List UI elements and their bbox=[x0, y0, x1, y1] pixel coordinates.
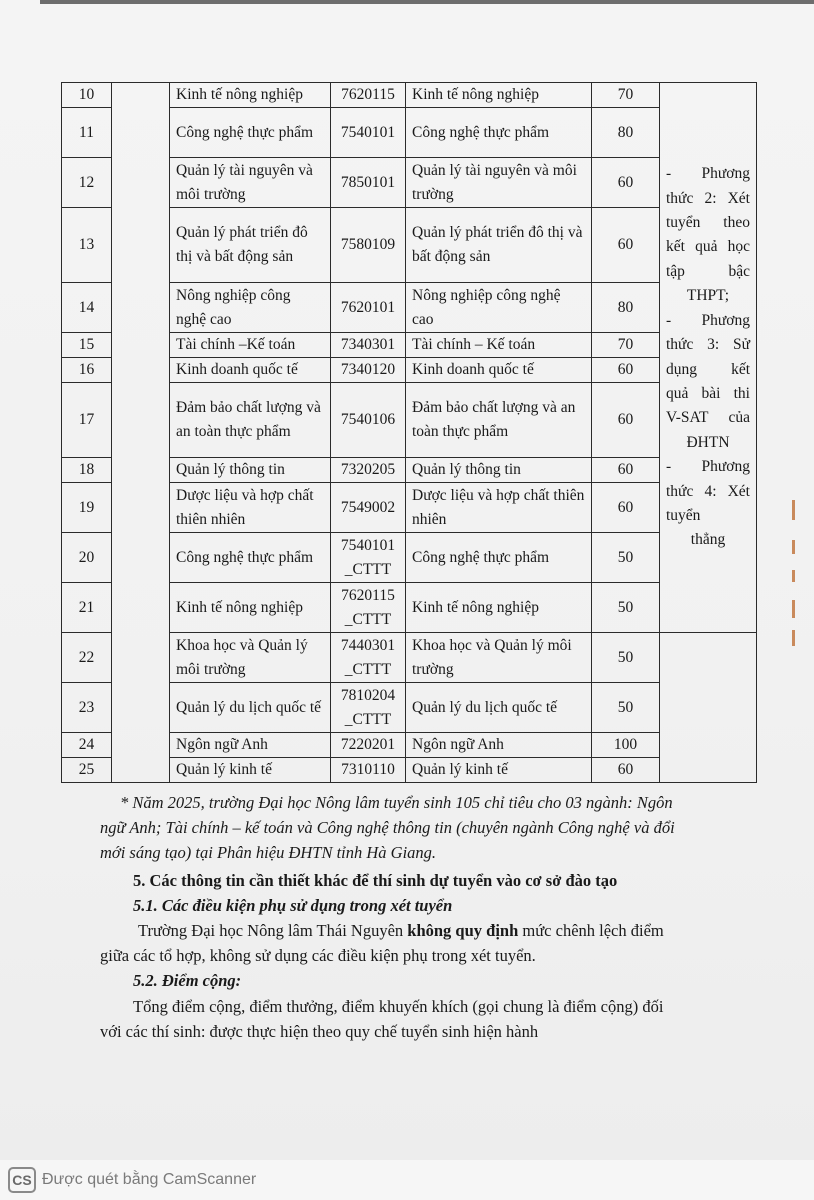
row-number-cell: 19 bbox=[62, 483, 112, 533]
quota-cell: 60 bbox=[592, 208, 660, 283]
camscanner-logo-icon: CS bbox=[8, 1167, 36, 1193]
major-name-cell: Nông nghiệp công nghệ cao bbox=[406, 283, 592, 333]
major-name-cell: Tài chính – Kế toán bbox=[406, 333, 592, 358]
binding-mark bbox=[792, 500, 802, 650]
method-line: thức 4: Xét bbox=[666, 482, 750, 500]
major-cell: Kinh doanh quốc tế bbox=[170, 358, 331, 383]
row-number-cell: 18 bbox=[62, 458, 112, 483]
major-name-cell: Quản lý thông tin bbox=[406, 458, 592, 483]
major-name-cell: Khoa học và Quản lý môi trường bbox=[406, 633, 592, 683]
major-name-cell: Quản lý kinh tế bbox=[406, 758, 592, 783]
major-code-cell: 7540101 _CTTT bbox=[331, 533, 406, 583]
major-name-cell: Kinh doanh quốc tế bbox=[406, 358, 592, 383]
quota-cell: 80 bbox=[592, 108, 660, 158]
section-5-2-paragraph bbox=[100, 994, 790, 1044]
quota-cell: 60 bbox=[592, 458, 660, 483]
row-number-cell: 15 bbox=[62, 333, 112, 358]
major-code-cell: 7580109 bbox=[331, 208, 406, 283]
method-line: thức 2: Xét bbox=[666, 189, 750, 207]
scanner-footer bbox=[0, 1160, 814, 1200]
method-line: - Phương bbox=[666, 458, 750, 476]
major-cell: Nông nghiệp công nghệ cao bbox=[170, 283, 331, 333]
major-code-cell: 7620115 bbox=[331, 83, 406, 108]
empty-method-cell bbox=[660, 633, 757, 783]
major-code-cell: 7620115 _CTTT bbox=[331, 583, 406, 633]
method-line: tuyển bbox=[666, 506, 701, 524]
major-cell: Đảm bảo chất lượng và an toàn thực phẩm bbox=[170, 383, 331, 458]
quota-cell: 70 bbox=[592, 333, 660, 358]
quota-cell: 60 bbox=[592, 758, 660, 783]
row-number-cell: 13 bbox=[62, 208, 112, 283]
major-code-cell: 7220201 bbox=[331, 733, 406, 758]
major-name-cell: Dược liệu và hợp chất thiên nhiên bbox=[406, 483, 592, 533]
admission-method-cell bbox=[660, 83, 757, 633]
quota-cell: 50 bbox=[592, 533, 660, 583]
row-number-cell: 23 bbox=[62, 683, 112, 733]
method-line: tuyển theo bbox=[666, 214, 750, 232]
quota-cell: 50 bbox=[592, 683, 660, 733]
paragraph-text: Trường Đại học Nông lâm Thái Nguyên bbox=[138, 921, 408, 940]
major-name-cell: Công nghệ thực phẩm bbox=[406, 108, 592, 158]
major-code-cell: 7320205 bbox=[331, 458, 406, 483]
major-name-cell: Ngôn ngữ Anh bbox=[406, 733, 592, 758]
major-cell: Quản lý kinh tế bbox=[170, 758, 331, 783]
major-name-cell: Công nghệ thực phẩm bbox=[406, 533, 592, 583]
row-number-cell: 16 bbox=[62, 358, 112, 383]
quota-cell: 70 bbox=[592, 83, 660, 108]
group-blank-cell bbox=[112, 83, 170, 783]
method-line: kết quả học bbox=[666, 238, 750, 256]
quota-cell: 100 bbox=[592, 733, 660, 758]
major-code-cell: 7340120 bbox=[331, 358, 406, 383]
row-number-cell: 25 bbox=[62, 758, 112, 783]
quota-cell: 80 bbox=[592, 283, 660, 333]
row-number-cell: 11 bbox=[62, 108, 112, 158]
quota-cell: 60 bbox=[592, 483, 660, 533]
major-cell: Kinh tế nông nghiệp bbox=[170, 83, 331, 108]
admissions-table bbox=[61, 82, 757, 783]
row-number-cell: 17 bbox=[62, 383, 112, 458]
major-name-cell: Kinh tế nông nghiệp bbox=[406, 583, 592, 633]
row-number-cell: 21 bbox=[62, 583, 112, 633]
major-cell: Quản lý phát triển đô thị và bất động sản bbox=[170, 208, 331, 283]
scanner-footer-text: Được quét bằng CamScanner bbox=[42, 1171, 257, 1188]
section-5-heading: 5. Các thông tin cần thiết khác để thí sinh dự tuyển vào cơ sở đào tạo bbox=[133, 871, 618, 890]
section-5-2-heading: 5.2. Điểm cộng: bbox=[133, 971, 242, 990]
section-5-1-heading: 5.1. Các điều kiện phụ sử dụng trong xét tuyển bbox=[133, 896, 453, 915]
row-number-cell: 12 bbox=[62, 158, 112, 208]
page-top-edge bbox=[40, 0, 814, 4]
row-number-cell: 20 bbox=[62, 533, 112, 583]
row-number-cell: 22 bbox=[62, 633, 112, 683]
method-line: ĐHTN bbox=[686, 433, 730, 451]
paragraph-text: với các thí sinh: được thực hiện theo quy chế tuyển sinh hiện hành bbox=[100, 1022, 539, 1041]
row-number-cell: 24 bbox=[62, 733, 112, 758]
footnote bbox=[100, 790, 790, 865]
quota-cell: 60 bbox=[592, 383, 660, 458]
method-line: - Phương bbox=[666, 311, 750, 329]
major-name-cell: Đảm bảo chất lượng và an toàn thực phẩm bbox=[406, 383, 592, 458]
major-code-cell: 7540106 bbox=[331, 383, 406, 458]
major-cell: Quản lý tài nguyên và môi trường bbox=[170, 158, 331, 208]
major-code-cell: 7549002 bbox=[331, 483, 406, 533]
row-number-cell: 14 bbox=[62, 283, 112, 333]
major-code-cell: 7810204 _CTTT bbox=[331, 683, 406, 733]
quota-cell: 50 bbox=[592, 633, 660, 683]
major-cell: Ngôn ngữ Anh bbox=[170, 733, 331, 758]
method-line: V-SAT của bbox=[666, 409, 750, 427]
major-name-cell: Quản lý tài nguyên và môi trường bbox=[406, 158, 592, 208]
major-cell: Quản lý du lịch quốc tế bbox=[170, 683, 331, 733]
major-name-cell: Kinh tế nông nghiệp bbox=[406, 83, 592, 108]
footnote-line: mới sáng tạo) tại Phân hiệu ĐHTN tỉnh Hà Giang. bbox=[100, 843, 437, 862]
major-name-cell: Quản lý du lịch quốc tế bbox=[406, 683, 592, 733]
major-code-cell: 7440301 _CTTT bbox=[331, 633, 406, 683]
quota-cell: 50 bbox=[592, 583, 660, 633]
major-code-cell: 7340301 bbox=[331, 333, 406, 358]
major-cell: Dược liệu và hợp chất thiên nhiên bbox=[170, 483, 331, 533]
major-code-cell: 7540101 bbox=[331, 108, 406, 158]
major-code-cell: 7850101 bbox=[331, 158, 406, 208]
major-code-cell: 7310110 bbox=[331, 758, 406, 783]
major-cell: Quản lý thông tin bbox=[170, 458, 331, 483]
major-cell: Khoa học và Quản lý môi trường bbox=[170, 633, 331, 683]
major-cell: Công nghệ thực phẩm bbox=[170, 533, 331, 583]
paragraph-text: giữa các tổ hợp, không sử dụng các điều kiện phụ trong xét tuyển. bbox=[100, 946, 536, 965]
paragraph-text: Tổng điểm cộng, điểm thưởng, điểm khuyến khích (gọi chung là điểm cộng) đối bbox=[133, 997, 664, 1016]
method-line: - Phương bbox=[666, 165, 750, 183]
section-5-1-paragraph bbox=[100, 918, 790, 968]
row-number-cell: 10 bbox=[62, 83, 112, 108]
quota-cell: 60 bbox=[592, 158, 660, 208]
table-row bbox=[62, 83, 757, 108]
method-line: tập bậc bbox=[666, 262, 750, 280]
major-cell: Công nghệ thực phẩm bbox=[170, 108, 331, 158]
major-cell: Kinh tế nông nghiệp bbox=[170, 583, 331, 633]
method-line: THPT; bbox=[686, 287, 730, 305]
method-line: thức 3: Sử bbox=[666, 336, 750, 354]
major-name-cell: Quản lý phát triển đô thị và bất động sản bbox=[406, 208, 592, 283]
major-cell: Tài chính –Kế toán bbox=[170, 333, 331, 358]
method-line: dụng kết bbox=[666, 360, 750, 378]
emphasis-text: không quy định bbox=[407, 921, 519, 940]
method-line: quả bài thi bbox=[666, 384, 750, 402]
major-code-cell: 7620101 bbox=[331, 283, 406, 333]
paragraph-text: mức chênh lệch điểm bbox=[518, 921, 664, 940]
footnote-line: * Năm 2025, trường Đại học Nông lâm tuyển sinh 105 chỉ tiêu cho 03 ngành: Ngôn bbox=[120, 793, 673, 812]
method-line: thẳng bbox=[690, 531, 726, 549]
quota-cell: 60 bbox=[592, 358, 660, 383]
footnote-line: ngữ Anh; Tài chính – kế toán và Công nghệ thông tin (chuyên ngành Công nghệ và đổi bbox=[100, 818, 675, 837]
